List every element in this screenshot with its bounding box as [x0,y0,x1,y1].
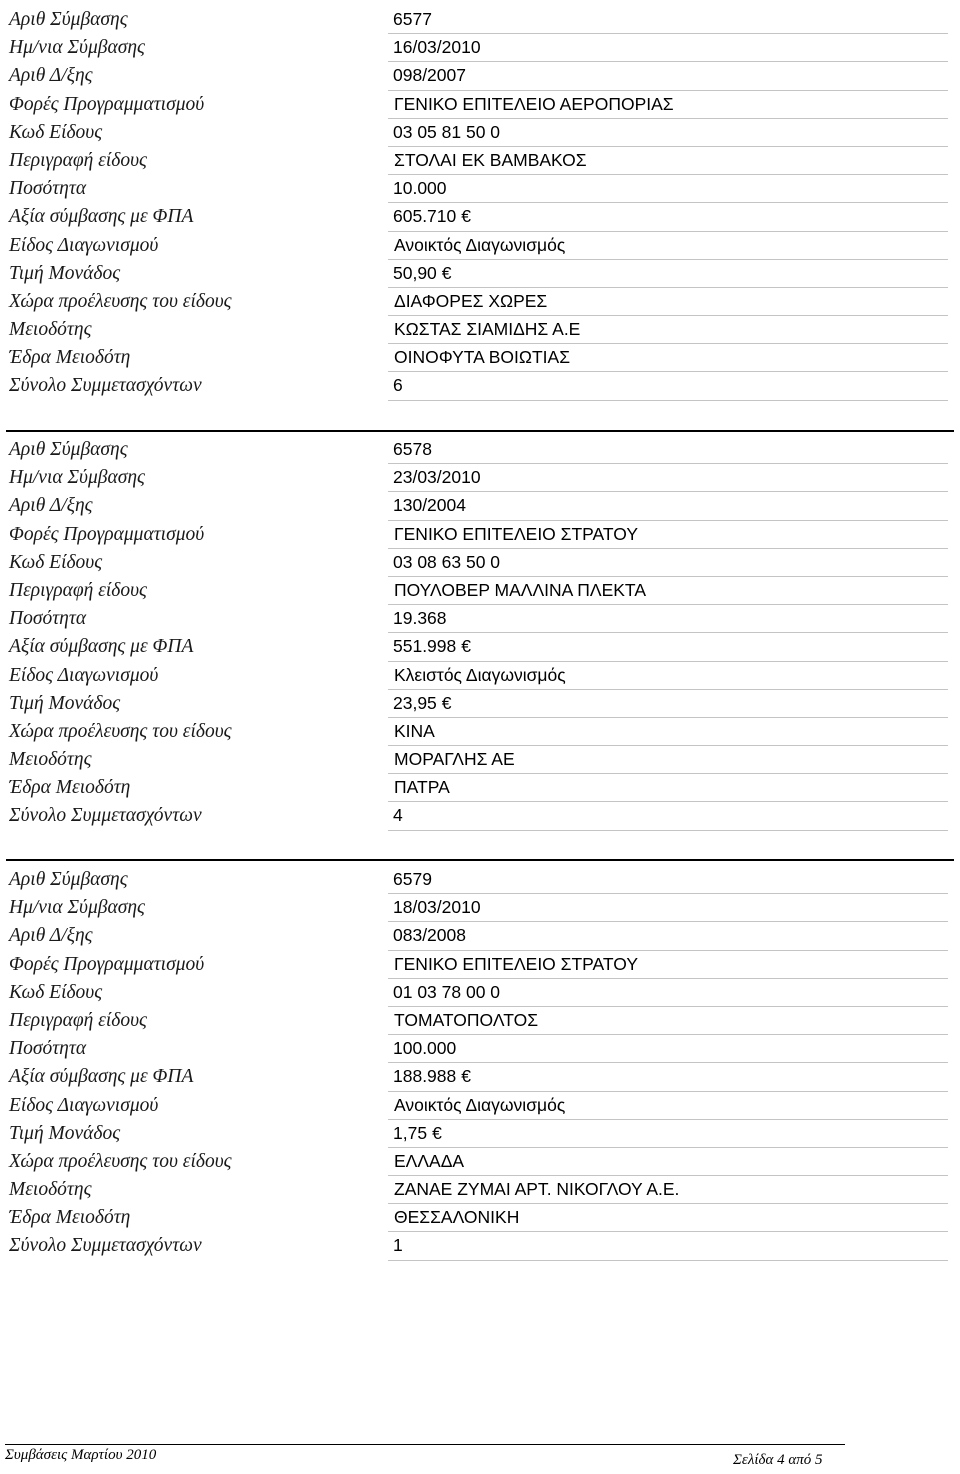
field-row-item-description [0,1007,960,1035]
field-label: Είδος Διαγωνισμού [9,1094,159,1116]
field-row-value-with-vat [0,1063,960,1091]
field-value: 16/03/2010 [393,37,481,58]
field-label: Κωδ Είδους [9,121,103,143]
field-row-tender-no [0,492,960,520]
field-value: ΓΕΝΙΚΟ ΕΠΙΤΕΛΕΙΟ ΑΕΡΟΠΟΡΙΑΣ [394,93,674,114]
field-row-item-code [0,549,960,577]
field-value: ΜΟΡΑΓΛΗΣ ΑΕ [394,749,515,770]
field-value: ΓΕΝΙΚΟ ΕΠΙΤΕΛΕΙΟ ΣΤΡΑΤΟΥ [394,953,639,974]
field-value: 6577 [393,9,432,29]
amount: 23,95 [393,692,437,713]
field-value: 083/2008 [393,925,466,946]
field-label: Σύνολο Συμμετασχόντων [9,375,202,397]
field-label: Ποσότητα [9,1038,87,1060]
field-value: 6578 [393,439,432,459]
field-label: Αξία σύμβασης με ΦΠΑ [9,636,194,658]
euro-symbol: € [461,1066,471,1087]
field-row-participants-total [0,802,960,830]
contract-record [0,866,960,1261]
field-label: Σύνολο Συμμετασχόντων [9,805,202,827]
contract-record [0,6,960,401]
contract-record [0,436,960,831]
field-row-supplier-seat [0,344,960,372]
field-row-value-with-vat [0,633,960,661]
footer-page-number: Σελίδα 4 από 5 [733,1452,823,1468]
field-value: 100.000 [393,1038,457,1059]
record-separator [6,859,954,861]
field-value: ΚΩΣΤΑΣ ΣΙΑΜΙΔΗΣ Α.Ε [394,319,581,340]
field-row-supplier [0,1176,960,1204]
amount: 1,75 [393,1122,428,1143]
field-value: ΖΑΝΑΕ ΖΥΜΑΙ ΑΡΤ. ΝΙΚΟΓΛΟΥ Α.Ε. [394,1179,680,1200]
field-value-with-currency [393,263,452,284]
field-label: Αριθ Δ/ξης [9,495,93,517]
field-value: 23/03/2010 [393,467,481,488]
field-label: Χώρα προέλευσης του είδους [9,720,232,742]
field-value: ΤΟΜΑΤΟΠΟΛΤΟΣ [394,1009,539,1030]
field-row-contract-date [0,464,960,492]
field-value-with-currency [393,693,452,714]
field-value: 03 08 63 50 0 [393,551,501,572]
field-row-quantity [0,1035,960,1063]
field-label: Μειοδότης [9,319,92,341]
footer-document-title: Συμβάσεις Μαρτίου 2010 [5,1447,157,1463]
amount: 188.988 [393,1066,457,1087]
field-row-participants-total [0,1232,960,1260]
euro-symbol: € [461,206,471,227]
field-row-planning-body [0,951,960,979]
field-label: Φορές Προγραμματισμού [9,523,205,545]
field-label: Χώρα προέλευσης του είδους [9,290,232,312]
field-label: Τιμή Μονάδος [9,1122,121,1144]
field-label: Είδος Διαγωνισμού [9,234,159,256]
field-row-supplier [0,316,960,344]
field-row-tender-no [0,922,960,950]
field-label: Χώρα προέλευσης του είδους [9,1150,232,1172]
field-value: Ανοικτός Διαγωνισμός [394,234,566,255]
field-row-item-description [0,577,960,605]
field-row-tender-type [0,1092,960,1120]
field-row-contract-no [0,6,960,34]
field-label: Αξία σύμβασης με ΦΠΑ [9,1066,194,1088]
field-label: Αριθ Δ/ξης [9,65,93,87]
field-label: Ημ/νια Σύμβασης [9,467,145,489]
field-row-item-code [0,119,960,147]
field-value: 01 03 78 00 0 [393,981,501,1002]
euro-symbol: € [432,1122,442,1143]
field-value: 1 [393,1235,403,1256]
field-value: 03 05 81 50 0 [393,121,501,142]
field-label: Ημ/νια Σύμβασης [9,897,145,919]
field-row-contract-no [0,436,960,464]
field-label: Αριθ Δ/ξης [9,925,93,947]
field-row-origin-country [0,288,960,316]
field-value: ΚΙΝΑ [394,720,435,741]
field-label: Φορές Προγραμματισμού [9,93,205,115]
field-value: ΘΕΣΣΑΛΟΝΙΚΗ [394,1207,520,1228]
field-value: 098/2007 [393,65,466,86]
field-value: 6 [393,375,403,396]
field-row-participants-total [0,372,960,400]
field-label: Φορές Προγραμματισμού [9,953,205,975]
field-row-planning-body [0,521,960,549]
field-label: Περιγραφή είδους [9,149,147,171]
field-label: Μειοδότης [9,1179,92,1201]
field-value: 4 [393,805,403,826]
field-label: Έδρα Μειοδότη [9,347,131,369]
field-value: Κλειστός Διαγωνισμός [394,664,566,685]
field-row-unit-price [0,1120,960,1148]
euro-symbol: € [441,262,452,283]
field-label: Κωδ Είδους [9,981,103,1003]
field-value: ΕΛΛΑΔΑ [394,1150,465,1171]
field-row-contract-date [0,894,960,922]
field-label: Αριθ Σύμβασης [9,9,128,30]
field-row-tender-type [0,662,960,690]
field-label: Ποσότητα [9,608,87,630]
field-label: Μειοδότης [9,749,92,771]
field-row-origin-country [0,718,960,746]
field-row-contract-date [0,34,960,62]
field-value-with-currency [393,636,471,657]
field-value: Ανοικτός Διαγωνισμός [394,1094,566,1115]
field-label: Ημ/νια Σύμβασης [9,37,145,59]
amount: 50,90 [393,262,437,283]
field-row-unit-price [0,260,960,288]
amount: 605.710 [393,206,457,227]
field-row-planning-body [0,91,960,119]
field-label: Τιμή Μονάδος [9,692,121,714]
field-value: ΟΙΝΟΦΥΤΑ ΒΟΙΩΤΙΑΣ [394,347,571,368]
field-value: ΣΤΟΛΑΙ ΕΚ ΒΑΜΒΑΚΟΣ [394,149,587,170]
field-value: ΠΑΤΡΑ [394,777,450,798]
field-label: Περιγραφή είδους [9,579,147,601]
field-label: Είδος Διαγωνισμού [9,664,159,686]
field-value: 10.000 [393,178,447,199]
euro-symbol: € [461,636,471,657]
field-row-quantity [0,175,960,203]
field-label: Κωδ Είδους [9,551,103,573]
field-value: 6579 [393,869,432,889]
field-value-with-currency [393,206,471,227]
field-value: 18/03/2010 [393,897,481,918]
field-label: Έδρα Μειοδότη [9,777,131,799]
field-row-supplier-seat [0,774,960,802]
field-value-with-currency [393,1123,442,1144]
field-value-with-currency [393,1066,471,1087]
field-label: Ποσότητα [9,178,87,200]
field-row-origin-country [0,1148,960,1176]
field-value: ΠΟΥΛΟΒΕΡ ΜΑΛΛΙΝΑ ΠΛΕΚΤΑ [394,579,646,600]
field-label: Αξία σύμβασης με ΦΠΑ [9,206,194,228]
euro-symbol: € [441,692,452,713]
field-value: 130/2004 [393,495,466,516]
field-row-item-code [0,979,960,1007]
record-separator [6,430,954,432]
footer-rule [5,1444,845,1445]
field-row-tender-no [0,62,960,90]
field-underline [388,1260,948,1261]
field-row-item-description [0,147,960,175]
amount: 551.998 [393,636,457,657]
field-value: ΓΕΝΙΚΟ ΕΠΙΤΕΛΕΙΟ ΣΤΡΑΤΟΥ [394,523,639,544]
field-value: ΔΙΑΦΟΡΕΣ ΧΩΡΕΣ [394,290,548,311]
field-label: Έδρα Μειοδότη [9,1207,131,1229]
field-label: Τιμή Μονάδος [9,262,121,284]
field-label: Περιγραφή είδους [9,1009,147,1031]
field-row-value-with-vat [0,203,960,231]
field-row-quantity [0,605,960,633]
field-value: 19.368 [393,608,447,629]
field-underline [388,830,948,831]
field-label: Αριθ Σύμβασης [9,869,128,890]
field-row-unit-price [0,690,960,718]
field-row-contract-no [0,866,960,894]
field-row-supplier [0,746,960,774]
field-row-tender-type [0,232,960,260]
field-label: Αριθ Σύμβασης [9,439,128,460]
field-underline [388,400,948,401]
field-row-supplier-seat [0,1204,960,1232]
field-label: Σύνολο Συμμετασχόντων [9,1235,202,1257]
